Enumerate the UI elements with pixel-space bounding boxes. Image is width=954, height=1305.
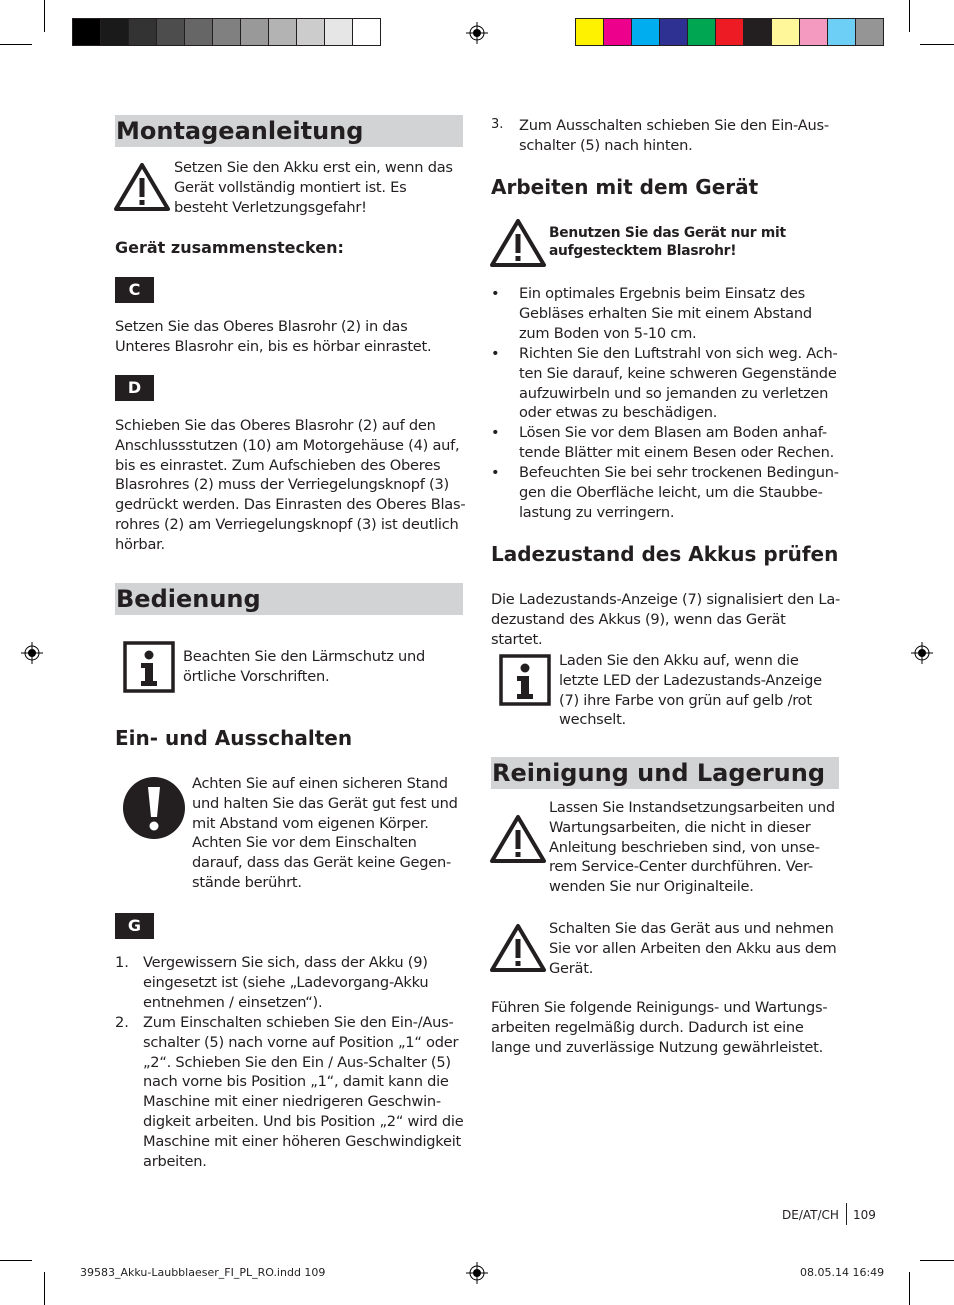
bullet: • [491,464,500,481]
color-swatch [659,18,688,46]
color-swatch [184,18,213,46]
info-icon [499,654,551,706]
exclamation-circle-icon [122,776,186,840]
warning-triangle-icon [490,923,546,973]
bullet-text: Lösen Sie vor dem Blasen am Boden anhaf-tende Blätter mit einem Besen oder Rechen. [519,424,835,461]
section-heading-bedienung: Bedienung [115,583,463,615]
instruction-paragraph: Schieben Sie das Oberes Blasrohr (2) auf den Anschlussstutzen (10) am Motorgehäuse (4) auf, bis es einrastet. Zum Aufschieben des Oberes Blasrohres (2) muss der Verriegelungsknopf (3) gedrückt werden. Das Einrasten des Oberes Blas-rohres (2) am Verriegelungsknopf (3) ist deutlich hörbar. [115,417,466,553]
color-swatch [240,18,269,46]
warning-triangle-icon [490,814,546,864]
color-swatch [72,18,101,46]
color-swatch [156,18,185,46]
step-text: Zum Einschalten schieben Sie den Ein-/Aus-schalter (5) nach vorne auf Position „1“ oder „2“. Schieben Sie den Ein / Aus-Schalter (5) nach vorne bis Position „1“, damit kann die Maschine mit einer niedrigeren Geschwin-digkeit arbeiten. Und bis Position „2“ wird die Maschine mit einer höheren Geschwindigkeit arbeiten. [143,1014,464,1170]
crop-mark [0,1260,32,1261]
color-swatch [296,18,325,46]
bullet: • [491,285,500,302]
paragraph: Die Ladezustands-Anzeige (7) signalisiert den La-dezustand des Akkus (9), wenn das Gerät startet. [491,591,841,648]
crop-mark [44,0,45,32]
page-number: 109 [853,1208,876,1222]
crop-mark [920,1260,954,1261]
figure-badge-c: C [115,277,154,303]
warning-text: Benutzen Sie das Gerät nur mit aufgestecktem Blasrohr! [549,225,786,259]
step-text: Vergewissern Sie sich, dass der Akku (9) eingesetzt ist (siehe „Ladevorgang-Akku entnehmen / einsetzen“). [143,954,429,1011]
slug-filename: 39583_Akku-Laubblaeser_FI_PL_RO.indd 109 [80,1266,326,1279]
bullet-text: Ein optimales Ergebnis beim Einsatz des Gebläses erhalten Sie mit einem Abstand zum Boden von 5-10 cm. [519,285,812,342]
color-swatch [128,18,157,46]
warning-triangle-icon [490,218,546,268]
caution-text: Achten Sie auf einen sicheren Stand und halten Sie das Gerät gut fest und mit Abstand vom eigenen Körper. Achten Sie vor dem Einschalten darauf, dass das Gerät keine Gegen-stände berührt. [192,775,458,891]
bullet: • [491,424,500,441]
warning-triangle-icon [114,162,170,212]
warning-text: Lassen Sie Instandsetzungsarbeiten und Wartungsarbeiten, die nicht in dieser Anleitung beschrieben sind, von unse-rem Service-Center durchführen. Ver-wenden Sie nur Originalteile. [549,799,835,896]
info-text: Laden Sie den Akku auf, wenn die letzte LED der Ladezustands-Anzeige (7) ihre Farbe von grün auf gelb /rot wechselt. [559,652,822,729]
color-swatch [715,18,744,46]
bullet-text: Richten Sie den Luftstrahl von sich weg. Ach-ten Sie darauf, keine schweren Gegenstände aufzuwirbeln und so jemanden zu verletzen oder etwas zu beschädigen. [519,345,838,422]
section-heading-reinigung: Reinigung und Lagerung [491,757,839,789]
info-text: Beachten Sie den Lärmschutz und örtliche Vorschriften. [183,648,426,685]
instruction-paragraph: Setzen Sie das Oberes Blasrohr (2) in das Unteres Blasrohr ein, bis es hörbar einrastet. [115,318,432,355]
registration-mark-icon [21,642,43,664]
crop-mark [909,0,910,32]
color-swatch [687,18,716,46]
color-swatch [799,18,828,46]
slug-date: 08.05.14 16:49 [800,1266,885,1279]
registration-mark-icon [466,22,488,44]
color-swatch [268,18,297,46]
color-swatch [352,18,381,46]
footer-divider [846,1203,847,1225]
section-heading-arbeiten: Arbeiten mit dem Gerät [491,175,759,199]
color-swatch [575,18,604,46]
color-swatch [631,18,660,46]
figure-badge-d: D [115,375,154,401]
color-swatch [324,18,353,46]
paragraph: Führen Sie folgende Reinigungs- und Wartungs-arbeiten regelmäßig durch. Dadurch ist eine lange und zuverlässige Nutzung gewährleistet. [491,999,828,1056]
warning-text: Schalten Sie das Gerät aus und nehmen Sie vor allen Arbeiten den Akku aus dem Gerät. [549,920,837,977]
color-swatch [855,18,884,46]
color-swatch [100,18,129,46]
color-swatch [603,18,632,46]
step-text: Zum Ausschalten schieben Sie den Ein-Aus-schalter (5) nach hinten. [519,117,829,154]
crop-mark [0,44,32,45]
section-heading-ein-ausschalten: Ein- und Ausschalten [115,726,353,750]
section-heading-ladezustand: Ladezustand des Akkus prüfen [491,542,839,566]
warning-text: Setzen Sie den Akku erst ein, wenn das Gerät vollständig montiert ist. Es besteht Verletzungsgefahr! [174,159,453,216]
step-number: 1. [115,954,129,971]
crop-mark [44,1272,45,1305]
subheading-geraet-zusammenstecken: Gerät zusammenstecken: [115,238,344,257]
registration-mark-icon [911,642,933,664]
step-number: 2. [115,1014,129,1031]
crop-mark [920,44,954,45]
color-swatch [212,18,241,46]
section-heading-montageanleitung: Montageanleitung [115,115,463,147]
color-swatch [743,18,772,46]
color-swatch [771,18,800,46]
bullet: • [491,345,500,362]
color-swatch [827,18,856,46]
crop-mark [909,1272,910,1305]
figure-badge-g: G [115,913,154,939]
bullet-text: Befeuchten Sie bei sehr trockenen Bedingun-gen die Oberfläche leicht, um die Staubbe-lastung zu verringern. [519,464,839,521]
page-footer-region: DE/AT/CH [782,1208,839,1222]
registration-mark-icon [466,1262,488,1284]
step-number: 3. [491,117,504,132]
info-icon [123,641,175,693]
